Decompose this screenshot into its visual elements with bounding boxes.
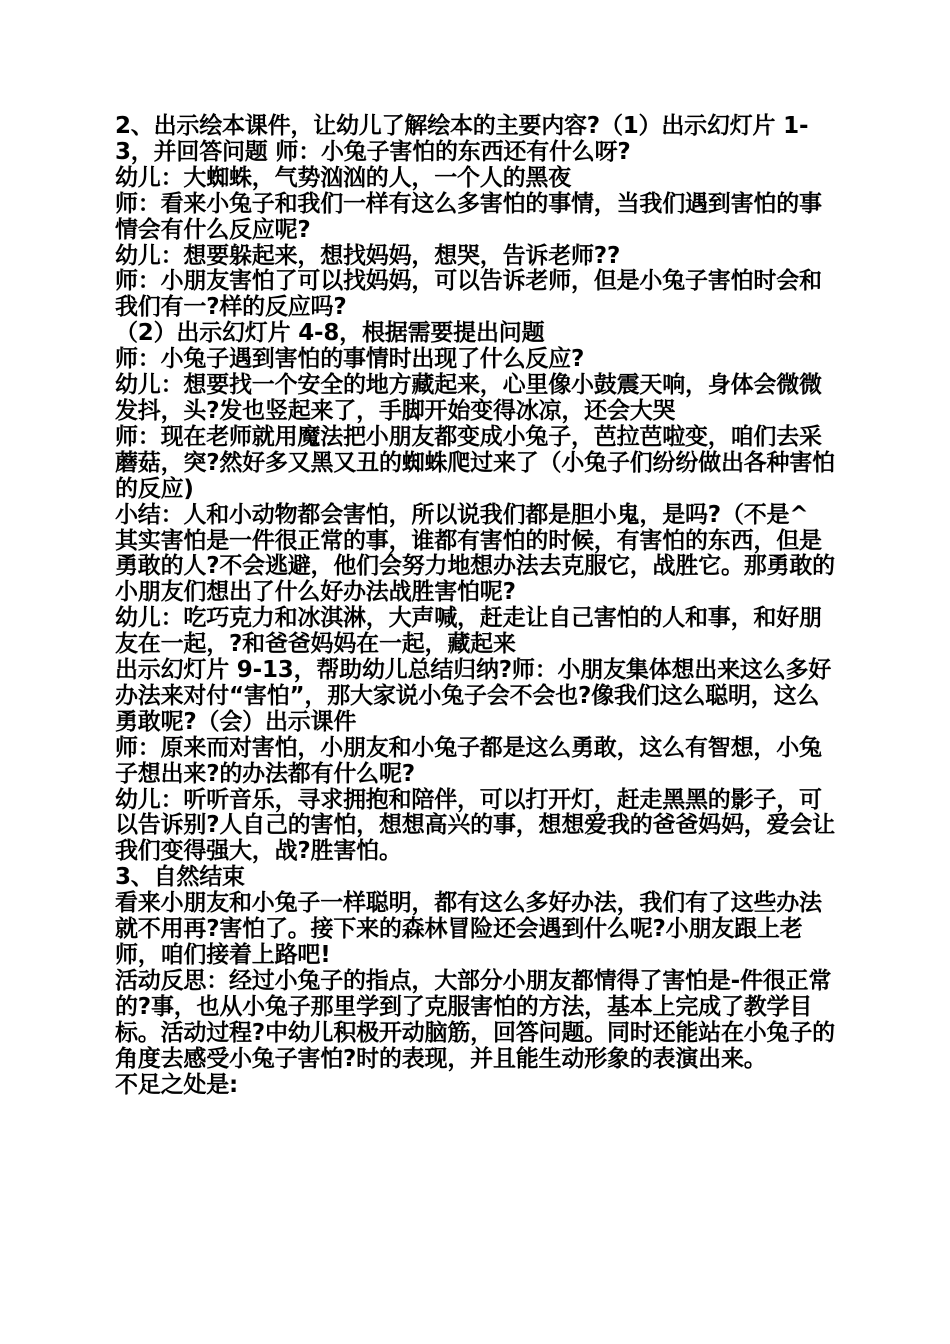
paragraph-5: 师：小朋友害怕了可以找妈妈，可以告诉老师，但是小兔子害怕时会和我们有一?样的反应吗? — [115, 268, 822, 321]
paragraph-18: 活动反思：经过小兔子的指点，大部分小朋友都情得了害怕是-件很正常的?事，也从小兔子那里学到了克服害怕的方法，基本上完成了教学目标。活动过程?中幼儿积极开动脑筋，回答问题。同时还能站在小兔子的角度去感受小兔子害怕?时的表现，并且能生动形象的表演出来。 — [115, 967, 835, 1072]
paragraph-17: 看来小朋友和小兔子一样聪明，都有这么多好办法，我们有了这些办法就不用再?害怕了。接下来的森林冒险还会遇到什么呢?小朋友跟上老师，咱们接着上路吧! — [115, 890, 822, 968]
paragraph-7: 师：小兔子遇到害怕的事情时出现了什么反应? — [115, 346, 585, 373]
paragraph-12: 幼儿：吃巧克力和冰淇淋，大声喊，赶走让自己害怕的人和事，和好朋友在一起，?和爸爸妈妈在一起，藏起来 — [115, 605, 822, 658]
paragraph-16: 3、自然结束 — [115, 864, 245, 891]
paragraph-9: 师：现在老师就用魔法把小朋友都变成小兔子，芭拉芭啦变，咱们去采蘑菇，突?然好多又黑又丑的蜘蛛爬过来了（小兔子们纷纷做出各种害怕的反应) — [115, 423, 835, 502]
paragraph-13: 出示幻灯片 9-13，帮助幼儿总结归纳?师：小朋友集体想出来这么多好办法来对付“害怕”，那大家说小兔子会不会也?像我们这么聪明，这么勇敢呢?（会）出示课件 — [115, 657, 832, 735]
paragraph-8: 幼儿：想要找一个安全的地方藏起来，心里像小鼓震天响，身体会微微发抖，头?发也竖起来了，手脚开始变得冰凉，还会大哭 — [115, 372, 822, 424]
paragraph-4: 幼儿：想要躲起来，想找妈妈，想哭，告诉老师?? — [115, 242, 621, 269]
paragraph-15: 幼儿：听听音乐，寻求拥抱和陪伴，可以打开灯，赶走黑黑的影子，可以告诉别?人自己的害怕，想想高兴的事，想想爱我的爸爸妈妈，爱会让我们变得强大，战?胜害怕。 — [115, 786, 835, 865]
document-body — [115, 114, 840, 1098]
paragraph-11: 其实害怕是一件很正常的事，谁都有害怕的时候，有害怕的东西，但是勇敢的人?不会逃避，他们会努力地想办法去克服它，战胜它。那勇敢的小朋友们想出了什么好办法战胜害怕呢? — [115, 527, 835, 606]
paragraph-6: （2）出示幻灯片 4-8，根据需要提出问题 — [115, 320, 545, 347]
paragraph-1: 2、出示绘本课件，让幼儿了解绘本的主要内容?（1）出示幻灯片 1-3，并回答问题 师：小兔子害怕的东西还有什么呀? — [115, 113, 809, 165]
paragraph-19: 不足之处是: — [115, 1071, 238, 1098]
paragraph-3: 师：看来小兔子和我们一样有这么多害怕的事情，当我们遇到害怕的事情会有什么反应呢? — [115, 190, 822, 243]
paragraph-2: 幼儿：大蜘蛛，气势汹汹的人，一个人的黑夜 — [115, 164, 572, 191]
paragraph-10: 小结：人和小动物都会害怕，所以说我们都是胆小鬼，是吗?（不是^ — [115, 501, 809, 528]
paragraph-14: 师：原来而对害怕，小朋友和小兔子都是这么勇敢，这么有智想，小兔子想出来?的办法都有什么呢? — [115, 734, 822, 787]
